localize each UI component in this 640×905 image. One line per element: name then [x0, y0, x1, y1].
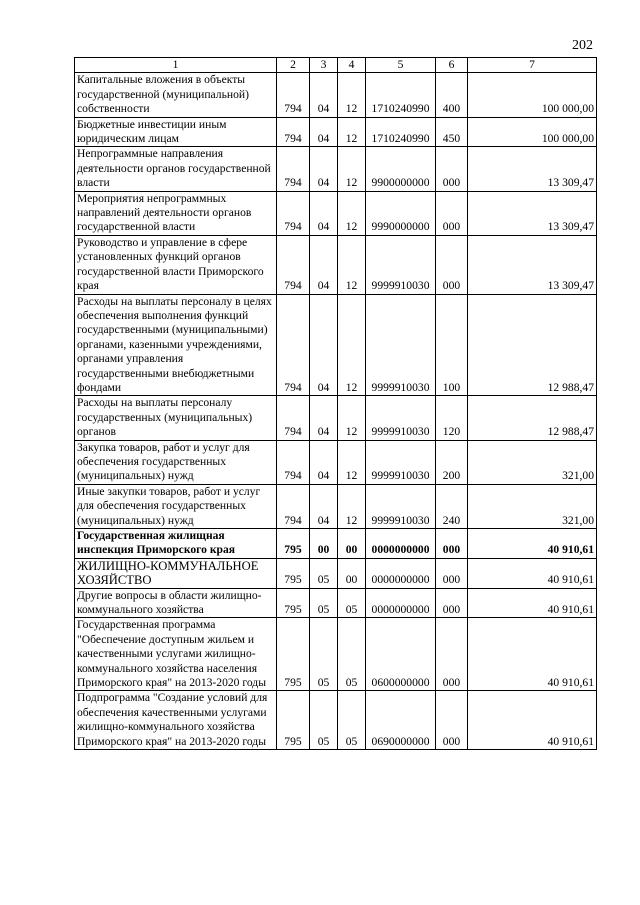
row-name: Расходы на выплаты персоналу в целях обеспечения выполнения функций государственными (муниципальными) органами, казенными учреждениями, органами управления государственными внебюджетными фондами — [75, 294, 277, 396]
expense-type-code: 000 — [436, 558, 468, 588]
section-code: 05 — [310, 618, 338, 691]
row-name: Иные закупки товаров, работ и услуг для обеспечения государственных (муниципальных) нужд — [75, 484, 277, 528]
table-row — [75, 147, 597, 191]
section-code: 04 — [310, 117, 338, 147]
amount-cell: 40 910,61 — [468, 618, 597, 691]
subsection-code: 05 — [338, 691, 366, 750]
target-code: 9999910030 — [366, 396, 436, 440]
table-row — [75, 235, 597, 294]
expense-type-code: 100 — [436, 294, 468, 396]
amount-cell: 40 910,61 — [468, 588, 597, 618]
table-row — [75, 618, 597, 691]
table-row — [75, 73, 597, 117]
expense-type-code: 240 — [436, 484, 468, 528]
gov-code: 795 — [277, 691, 310, 750]
expense-type-code: 000 — [436, 691, 468, 750]
section-code: 04 — [310, 235, 338, 294]
target-code: 9999910030 — [366, 484, 436, 528]
section-code: 04 — [310, 191, 338, 235]
amount-cell: 321,00 — [468, 484, 597, 528]
table-row — [75, 529, 597, 559]
amount-cell: 13 309,47 — [468, 191, 597, 235]
expense-type-code: 120 — [436, 396, 468, 440]
row-name: Непрограммные направления деятельности органов государственной власти — [75, 147, 277, 191]
expense-type-code: 000 — [436, 588, 468, 618]
section-code: 05 — [310, 691, 338, 750]
table-row — [75, 396, 597, 440]
target-code: 9900000000 — [366, 147, 436, 191]
subsection-code: 12 — [338, 191, 366, 235]
subsection-code: 05 — [338, 618, 366, 691]
row-name: Государственная программа "Обеспечение доступным жильем и качественными услугами жилищно-коммунального хозяйства населения Приморского края" на 2013-2020 годы — [75, 618, 277, 691]
column-header: 3 — [310, 58, 338, 73]
gov-code: 795 — [277, 618, 310, 691]
expense-type-code: 000 — [436, 235, 468, 294]
gov-code: 794 — [277, 484, 310, 528]
table-row — [75, 558, 597, 588]
table-row — [75, 484, 597, 528]
subsection-code: 12 — [338, 440, 366, 484]
expense-type-code: 400 — [436, 73, 468, 117]
target-code: 0690000000 — [366, 691, 436, 750]
subsection-code: 12 — [338, 73, 366, 117]
expense-type-code: 450 — [436, 117, 468, 147]
column-header: 7 — [468, 58, 597, 73]
amount-cell: 321,00 — [468, 440, 597, 484]
gov-code: 795 — [277, 558, 310, 588]
row-name: Мероприятия непрограммных направлений деятельности органов государственной власти — [75, 191, 277, 235]
subsection-code: 12 — [338, 484, 366, 528]
gov-code: 795 — [277, 529, 310, 559]
gov-code: 795 — [277, 588, 310, 618]
gov-code: 794 — [277, 235, 310, 294]
expense-type-code: 200 — [436, 440, 468, 484]
row-name: Государственная жилищная инспекция Приморского края — [75, 529, 277, 559]
column-header: 5 — [366, 58, 436, 73]
target-code: 9999910030 — [366, 235, 436, 294]
amount-cell: 100 000,00 — [468, 117, 597, 147]
amount-cell: 40 910,61 — [468, 691, 597, 750]
gov-code: 794 — [277, 294, 310, 396]
amount-cell: 13 309,47 — [468, 147, 597, 191]
section-code: 05 — [310, 558, 338, 588]
subsection-code: 12 — [338, 294, 366, 396]
expense-type-code: 000 — [436, 147, 468, 191]
gov-code: 794 — [277, 147, 310, 191]
row-name: Закупка товаров, работ и услуг для обеспечения государственных (муниципальных) нужд — [75, 440, 277, 484]
section-code: 04 — [310, 73, 338, 117]
budget-table — [74, 57, 597, 750]
gov-code: 794 — [277, 191, 310, 235]
row-name: Подпрограмма "Создание условий для обеспечения качественными услугами жилищно-коммунального хозяйства Приморского края" на 2013-2020 годы — [75, 691, 277, 750]
section-code: 04 — [310, 396, 338, 440]
row-name: Руководство и управление в сфере установленных функций органов государственной власти Приморского края — [75, 235, 277, 294]
subsection-code: 12 — [338, 396, 366, 440]
table-row — [75, 294, 597, 396]
target-code: 0600000000 — [366, 618, 436, 691]
row-name: Расходы на выплаты персоналу государственных (муниципальных) органов — [75, 396, 277, 440]
column-header: 4 — [338, 58, 366, 73]
table-row — [75, 691, 597, 750]
section-code: 00 — [310, 529, 338, 559]
table-row — [75, 588, 597, 618]
target-code: 9999910030 — [366, 294, 436, 396]
expense-type-code: 000 — [436, 529, 468, 559]
amount-cell: 13 309,47 — [468, 235, 597, 294]
row-name: Бюджетные инвестиции иным юридическим лицам — [75, 117, 277, 147]
amount-cell: 12 988,47 — [468, 294, 597, 396]
amount-cell: 40 910,61 — [468, 529, 597, 559]
section-code: 04 — [310, 294, 338, 396]
table-header-row — [75, 58, 597, 73]
page-number: 202 — [572, 38, 593, 53]
subsection-code: 00 — [338, 529, 366, 559]
table-body — [75, 73, 597, 750]
section-code: 05 — [310, 588, 338, 618]
amount-cell: 12 988,47 — [468, 396, 597, 440]
row-name: Другие вопросы в области жилищно-коммунального хозяйства — [75, 588, 277, 618]
subsection-code: 12 — [338, 147, 366, 191]
amount-cell: 100 000,00 — [468, 73, 597, 117]
target-code: 1710240990 — [366, 73, 436, 117]
subsection-code: 12 — [338, 235, 366, 294]
gov-code: 794 — [277, 440, 310, 484]
gov-code: 794 — [277, 396, 310, 440]
table-row — [75, 440, 597, 484]
column-header: 2 — [277, 58, 310, 73]
subsection-code: 05 — [338, 588, 366, 618]
column-header: 1 — [75, 58, 277, 73]
section-code: 04 — [310, 147, 338, 191]
section-code: 04 — [310, 484, 338, 528]
subsection-code: 12 — [338, 117, 366, 147]
gov-code: 794 — [277, 73, 310, 117]
target-code: 0000000000 — [366, 588, 436, 618]
target-code: 0000000000 — [366, 558, 436, 588]
target-code: 9999910030 — [366, 440, 436, 484]
expense-type-code: 000 — [436, 618, 468, 691]
target-code: 1710240990 — [366, 117, 436, 147]
column-header: 6 — [436, 58, 468, 73]
row-name: ЖИЛИЩНО-КОММУНАЛЬНОЕ ХОЗЯЙСТВО — [75, 558, 277, 588]
table-row — [75, 117, 597, 147]
gov-code: 794 — [277, 117, 310, 147]
table-row — [75, 191, 597, 235]
section-code: 04 — [310, 440, 338, 484]
amount-cell: 40 910,61 — [468, 558, 597, 588]
subsection-code: 00 — [338, 558, 366, 588]
row-name: Капитальные вложения в объекты государственной (муниципальной) собственности — [75, 73, 277, 117]
target-code: 0000000000 — [366, 529, 436, 559]
expense-type-code: 000 — [436, 191, 468, 235]
target-code: 9990000000 — [366, 191, 436, 235]
